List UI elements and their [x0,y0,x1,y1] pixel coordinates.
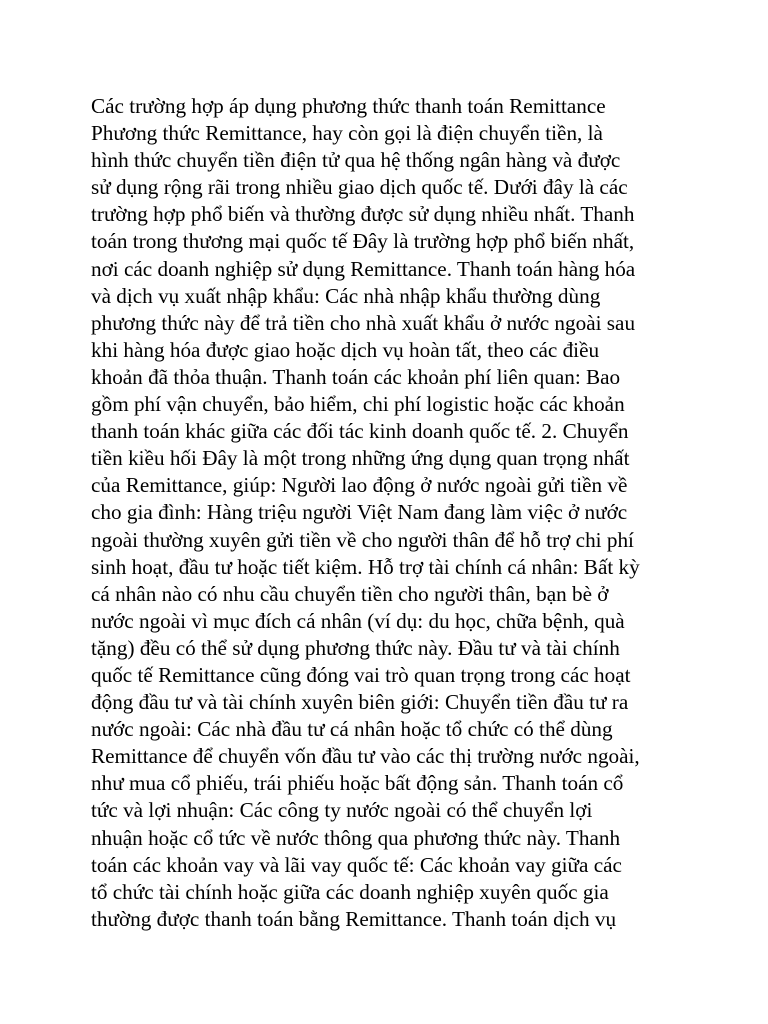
text-line: gồm phí vận chuyển, bảo hiểm, chi phí logistic hoặc các khoản [91,392,625,417]
text-line: cá nhân nào có nhu cầu chuyển tiền cho người thân, bạn bè ở [91,581,609,606]
text-line: khoản đã thỏa thuận. Thanh toán các khoản phí liên quan: Bao [91,364,621,389]
text-line: tổ chức tài chính hoặc giữa các doanh nghiệp xuyên quốc gia [91,879,609,904]
text-line: Remittance để chuyển vốn đầu tư vào các thị trường nước ngoài, [91,744,640,769]
text-line: phương thức này để trả tiền cho nhà xuất khẩu ở nước ngoài sau [91,310,636,335]
text-line: toán trong thương mại quốc tế Đây là trường hợp phổ biến nhất, [91,229,635,254]
text-line: khi hàng hóa được giao hoặc dịch vụ hoàn tất, theo các điều [91,337,600,362]
text-line: nước ngoài vì mục đích cá nhân (ví dụ: du học, chữa bệnh, quà [91,608,625,633]
text-line: tức và lợi nhuận: Các công ty nước ngoài có thể chuyển lợi [91,798,593,823]
text-line: toán các khoản vay và lãi vay quốc tế: Các khoản vay giữa các [91,852,622,877]
body-paragraph [91,93,691,933]
text-line: tiền kiều hối Đây là một trong những ứng dụng quan trọng nhất [91,446,630,471]
text-line: nhuận hoặc cổ tức về nước thông qua phương thức này. Thanh [91,825,621,850]
text-line: thanh toán khác giữa các đối tác kinh doanh quốc tế. 2. Chuyển [91,419,629,444]
text-line: ngoài thường xuyên gửi tiền về cho người thân để hỗ trợ chi phí [91,527,634,552]
text-line: hình thức chuyển tiền điện tử qua hệ thống ngân hàng và được [91,148,621,173]
text-line: sinh hoạt, đầu tư hoặc tiết kiệm. Hỗ trợ tài chính cá nhân: Bất kỳ [91,554,640,579]
text-line: Các trường hợp áp dụng phương thức thanh toán Remittance [91,94,606,118]
text-line: trường hợp phổ biến và thường được sử dụng nhiều nhất. Thanh [91,202,635,227]
text-line: quốc tế Remittance cũng đóng vai trò quan trọng trong các hoạt [91,662,631,687]
text-line: thường được thanh toán bằng Remittance. Thanh toán dịch vụ [91,906,617,931]
text-line: nước ngoài: Các nhà đầu tư cá nhân hoặc tổ chức có thể dùng [91,717,613,742]
text-line: cho gia đình: Hàng triệu người Việt Nam đang làm việc ở nước [91,500,628,525]
text-line: Phương thức Remittance, hay còn gọi là điện chuyển tiền, là [91,121,603,146]
text-line: như mua cổ phiếu, trái phiếu hoặc bất động sản. Thanh toán cổ [91,771,624,796]
text-line: động đầu tư và tài chính xuyên biên giới: Chuyển tiền đầu tư ra [91,690,629,715]
text-line: và dịch vụ xuất nhập khẩu: Các nhà nhập khẩu thường dùng [91,283,601,308]
text-line: sử dụng rộng rãi trong nhiều giao dịch quốc tế. Dưới đây là các [91,175,628,200]
text-line: tặng) đều có thể sử dụng phương thức này. Đầu tư và tài chính [91,635,620,660]
text-line: nơi các doanh nghiệp sử dụng Remittance. Thanh toán hàng hóa [91,256,636,281]
text-line: của Remittance, giúp: Người lao động ở nước ngoài gửi tiền về [91,473,628,498]
